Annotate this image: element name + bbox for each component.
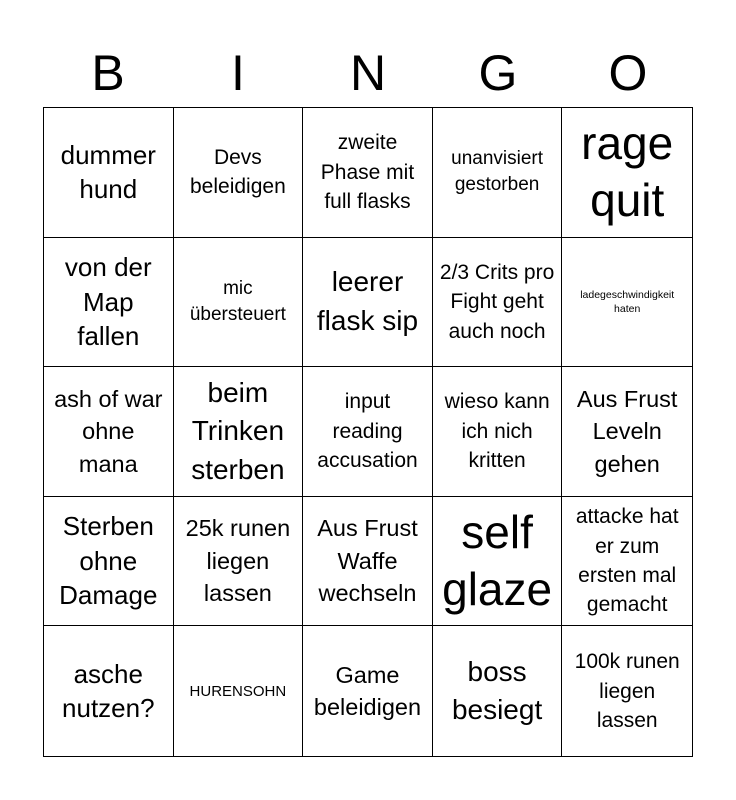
bingo-cell[interactable]	[562, 367, 692, 497]
bingo-cell[interactable]	[303, 108, 433, 238]
bingo-cell-text: Sterben ohne Damage	[59, 511, 158, 611]
bingo-cell-text: Aus Frust Waffe wechseln	[317, 515, 418, 607]
bingo-cell[interactable]	[303, 626, 433, 756]
bingo-cell[interactable]	[174, 626, 304, 756]
bingo-cell[interactable]	[433, 367, 563, 497]
bingo-cell[interactable]	[562, 626, 692, 756]
header-letter-i: I	[231, 45, 245, 101]
bingo-cell-text: boss besiegt	[451, 655, 543, 726]
bingo-cell[interactable]	[303, 238, 433, 368]
bingo-cell-text: mic übersteuert	[189, 278, 286, 325]
bingo-cell-text: ash of war ohne mana	[54, 385, 163, 477]
bingo-cell[interactable]	[433, 108, 563, 238]
bingo-cell[interactable]	[174, 497, 304, 627]
bingo-cell[interactable]	[433, 626, 563, 756]
bingo-cell-text: 2/3 Crits pro Fight geht auch noch	[439, 260, 555, 343]
bingo-cell-text: ladegeschwindigkeit haten	[580, 288, 675, 315]
bingo-cell-text: von der Map fallen	[64, 252, 152, 352]
bingo-cell[interactable]	[44, 367, 174, 497]
bingo-cell[interactable]	[303, 367, 433, 497]
bingo-cell[interactable]	[562, 238, 692, 368]
bingo-cell-text: unanvisiert gestorben	[451, 148, 544, 196]
header-letter-n: N	[349, 45, 387, 101]
bingo-board	[43, 107, 693, 757]
header-letter-b: B	[91, 45, 125, 101]
bingo-cell[interactable]	[44, 108, 174, 238]
bingo-cell-text: rage quit	[581, 116, 674, 227]
bingo-cell-text: wieso kann ich nich kritten	[444, 390, 550, 473]
header-letter-o: O	[608, 45, 648, 101]
bingo-cell-text: dummer hund	[60, 139, 156, 205]
header-letter-g: G	[478, 45, 518, 101]
bingo-cell-text: attacke hat er zum ersten mal gemacht	[575, 505, 679, 617]
bingo-cell-text: Aus Frust Leveln gehen	[576, 385, 678, 477]
bingo-header	[43, 40, 693, 106]
bingo-cell-text: Devs beleidigen	[190, 145, 286, 199]
bingo-cell-text: Game beleidigen	[313, 661, 422, 721]
bingo-cell-text: self glaze	[442, 505, 553, 616]
bingo-cell[interactable]	[174, 108, 304, 238]
bingo-cell-text: 100k runen liegen lassen	[574, 650, 680, 732]
bingo-cell[interactable]	[303, 497, 433, 627]
bingo-cell[interactable]	[44, 497, 174, 627]
bingo-cell-text: 25k runen liegen lassen	[185, 515, 291, 607]
bingo-cell[interactable]	[433, 238, 563, 368]
bingo-cell-text: asche nutzen?	[62, 658, 155, 724]
bingo-cell[interactable]	[562, 497, 692, 627]
bingo-cell-text: HURENSOHN	[189, 682, 287, 700]
bingo-cell-text: leerer flask sip	[316, 266, 419, 336]
bingo-cell[interactable]	[562, 108, 692, 238]
bingo-cell[interactable]	[44, 626, 174, 756]
bingo-cell-text: input reading accusation	[317, 390, 418, 473]
bingo-cell-text: zweite Phase mit full flasks	[320, 131, 415, 213]
bingo-cell[interactable]	[174, 367, 304, 497]
bingo-cell[interactable]	[174, 238, 304, 368]
bingo-cell[interactable]	[44, 238, 174, 368]
bingo-cell[interactable]	[433, 497, 563, 627]
bingo-cell-text: beim Trinken sterben	[191, 376, 285, 485]
